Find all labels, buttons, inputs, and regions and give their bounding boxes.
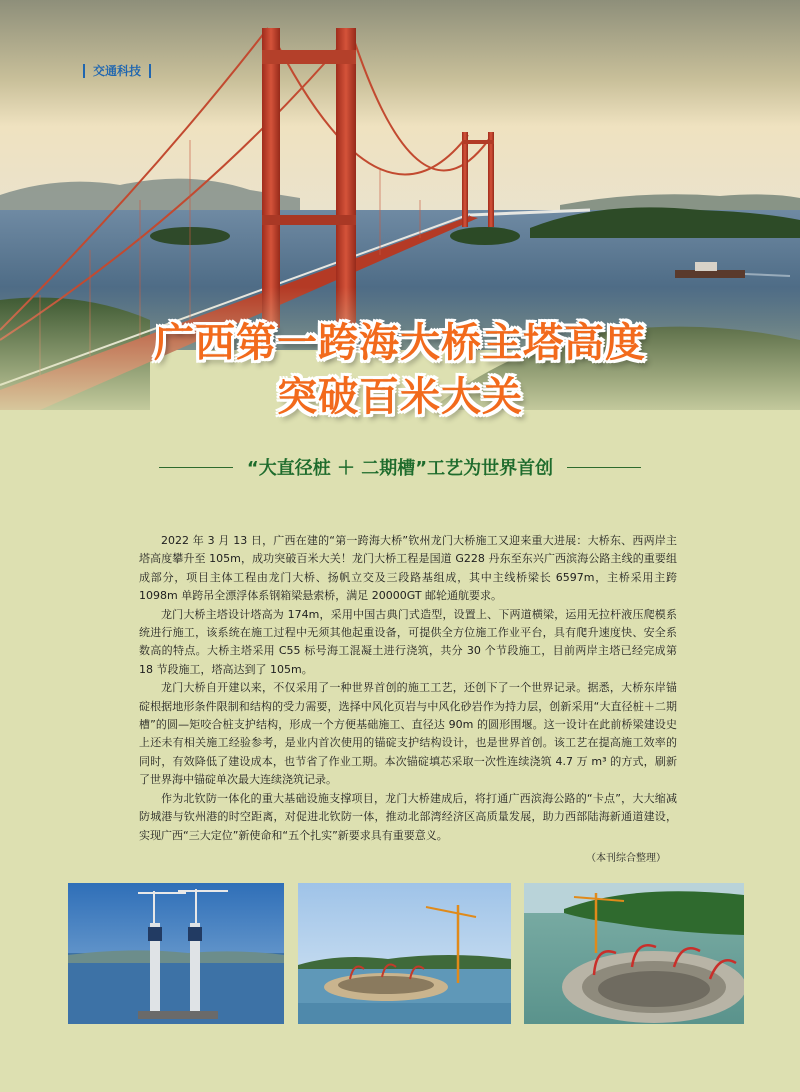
paragraph: 龙门大桥主塔设计塔高为 174m，采用中国古典门式造型，设置上、下两道横梁，运用无拉杆液压爬模系统进行施工，该系统在施工过程中无须其他起重设备，可提供全方位施工作业平台，具有爬升速度快、安全系数高的特点。大桥主塔采用 C55 标号海工混凝土进行浇筑，共分 30 个节段施工，目前两岸主塔已经完成第 18 节段施工，塔高达到了 105m。 — [139, 607, 677, 676]
subtitle-rule-right — [567, 467, 641, 468]
section-tag — [83, 62, 151, 79]
article-title — [0, 318, 800, 422]
photo-anchorage-cofferdam — [298, 883, 511, 1024]
subtitle-rule-left — [159, 467, 233, 468]
source-credit: （本刊综合整理） — [586, 853, 666, 864]
article-body — [139, 532, 677, 845]
title-line-2: 突破百米大关 — [277, 374, 523, 420]
article-subtitle — [0, 454, 800, 480]
paragraph: 2022 年 3 月 13 日，广西在建的“第一跨海大桥”钦州龙门大桥施工又迎来重大进展：大桥东、西两岸主塔高度攀升至 105m，成功突破百米大关！龙门大桥工程是国道 G228 丹东至东兴广西滨海公路主线的重要组成部分，项目主体工程由龙门大桥、扬帆立交及三段路基组成，其中主线桥梁长 6597m，主桥采用主跨 1098m 单跨吊全漂浮体系钢箱梁悬索桥，满足 20000GT 邮轮通航要求。 — [139, 534, 677, 603]
title-line-1: 广西第一跨海大桥主塔高度 — [154, 320, 646, 366]
photo-anchorage-pit — [524, 883, 744, 1024]
paragraph: 龙门大桥自开建以来，不仅采用了一种世界首创的施工工艺，还创下了一个世界记录。据悉，大桥东岸锚碇根据地形条件限制和结构的受力需要，选择中风化页岩与中风化砂岩作为持力层，创新采用“大直径桩＋二期槽”的圆—矩咬合桩支护结构，形成一个方便基础施工、直径达 90m 的圆形围堰。这一设计在此前桥梁建设史上还未有相关施工经验参考，是业内首次使用的锚碇支护结构设计，也是世界首创。该工艺在提高施工效率的同时，有效降低了建设成本，也节省了作业工期。本次锚碇填芯采取一次性连续浇筑 4.7 万 m³ 的方式，刷新了世界海中锚碇单次最大连续浇筑记录。 — [139, 681, 677, 787]
subtitle-text: “大直径桩 ＋ 二期槽”工艺为世界首创 — [246, 458, 554, 479]
photo-bridge-towers — [68, 883, 284, 1024]
paragraph: 作为北钦防一体化的重大基础设施支撑项目，龙门大桥建成后，将打通广西滨海公路的“卡点”，大大缩减防城港与钦州港的时空距离，对促进北钦防一体，推动北部湾经济区高质量发展，助力西部陆海新通道建设，实现广西“三大定位”新使命和“五个扎实”新要求具有重要意义。 — [139, 791, 677, 842]
section-tag-label: 交通科技 — [93, 64, 142, 78]
divider — [149, 64, 151, 78]
divider — [83, 64, 85, 78]
